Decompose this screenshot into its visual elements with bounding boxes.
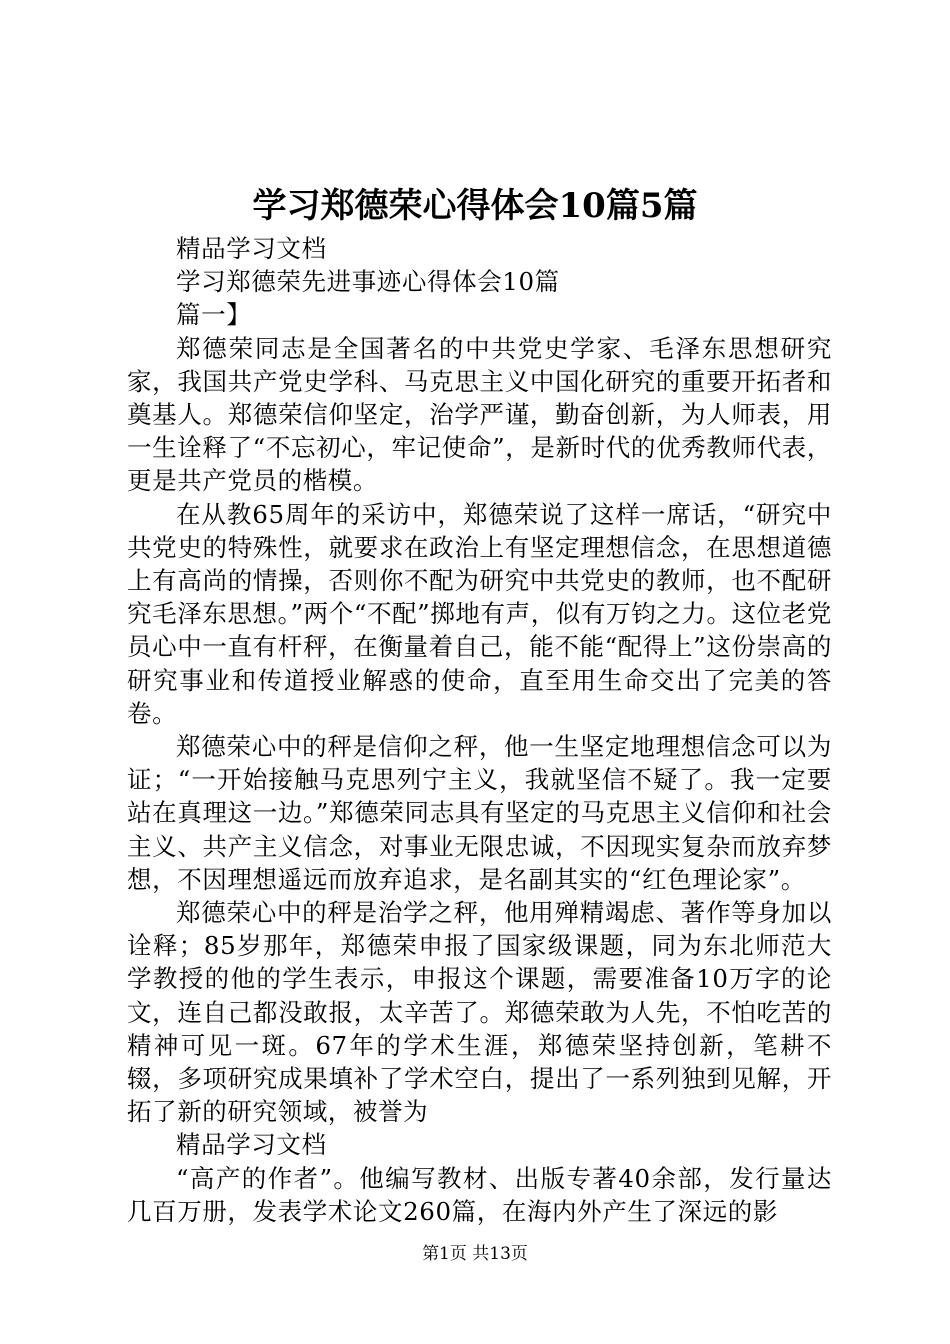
document-body [127,232,832,1228]
paragraph: “高产的作者”。他编写教材、出版专著40余部，发行量达几百万册，发表学术论文260篇，在海内外产生了深远的影 [127,1163,832,1226]
document-title: 学习郑德荣心得体会10篇5篇 [252,186,698,226]
paragraph: 郑德荣同志是全国著名的中共党史学家、毛泽东思想研究家，我国共产党史学科、马克思主义中国化研究的重要开拓者和奠基人。郑德荣信仰坚定，治学严谨，勤奋创新，为人师表，用一生诠释了“不忘初心，牢记使命”，是新时代的优秀教师代表，更是共产党员的楷模。 [127,333,832,496]
page-footer: 第1页 共13页 [422,1244,528,1264]
subtitle: 学习郑德荣先进事迹心得体会10篇 [176,267,560,297]
paragraph: 在从教65周年的采访中，郑德荣说了这样一席话，“研究中共党史的特殊性，就要求在政治上有坚定理想信念，在思想道德上有高尚的情操，否则你不配为研究中共党史的教师，也不配研究毛泽东思想。”两个“不配”掷地有声，似有万钧之力。这位老党员心中一直有杆秤，在衡量着自己，能不能“配得上”这份崇高的研究事业和传道授业解惑的使命，直至用生命交出了完美的答卷。 [127,499,832,728]
header-note: 精品学习文档 [176,1130,327,1160]
header-note: 精品学习文档 [176,234,327,263]
paragraph: 郑德荣心中的秤是治学之秤，他用殚精竭虑、著作等身加以诠释；85岁那年，郑德荣申报了国家级课题，同为东北师范大学教授的他的学生表示，申报这个课题，需要准备10万字的论文，连自己都没敢报，太辛苦了。郑德荣敢为人先，不怕吃苦的精神可见一斑。67年的学术生涯，郑德荣坚持创新，笔耕不辍，多项研究成果填补了学术空白，提出了一系列独到见解，开拓了新的研究领域，被誉为 [127,898,832,1127]
paragraph: 郑德荣心中的秤是信仰之秤，他一生坚定地理想信念可以为证；“一开始接触马克思列宁主义，我就坚信不疑了。我一定要站在真理这一边。”郑德荣同志具有坚定的马克思主义信仰和社会主义、共产主义信念，对事业无限忠诚，不因现实复杂而放弃梦想，不因理想遥远而放弃追求，是名副其实的“红色理论家”。 [127,732,832,894]
section-heading: 篇一】 [176,300,252,330]
